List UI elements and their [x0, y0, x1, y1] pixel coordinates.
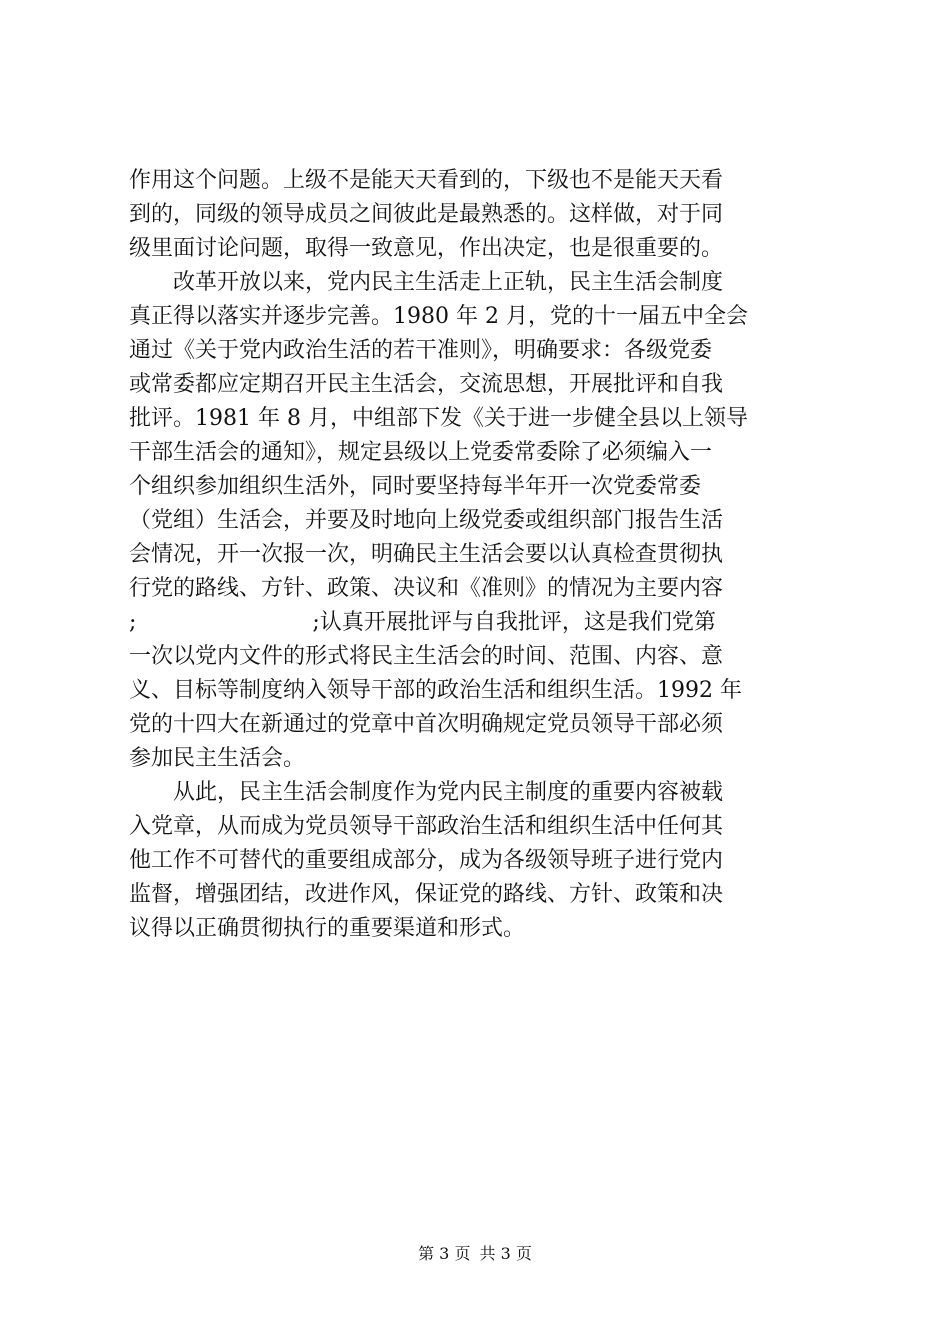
page-total: 共 3 页	[479, 1244, 532, 1263]
text-line: 或常委都应定期召开民主生活会，交流思想，开展批评和自我	[129, 372, 724, 397]
page-number: 第 3 页	[418, 1244, 471, 1263]
page-footer	[0, 1243, 950, 1265]
text-line: 干部生活会的通知》，规定县级以上党委常委除了必须编入一	[129, 440, 713, 465]
text-line: 入党章，从而成为党员领导干部政治生活和组织生活中任何其	[129, 814, 724, 839]
text-line: （党组）生活会，并要及时地向上级党委或组织部门报告生活	[129, 508, 724, 533]
text-line: 监督，增强团结，改进作风，保证党的路线、方针、政策和决	[129, 882, 724, 907]
text-line: 级里面讨论问题，取得一致意见，作出决定，也是很重要的。	[129, 236, 724, 261]
text-line: 议得以正确贯彻执行的重要渠道和形式。	[129, 916, 526, 941]
text-line: 党的十四大在新通过的党章中首次明确规定党员领导干部必须	[129, 712, 724, 737]
text-line: 改革开放以来，党内民主生活走上正轨，民主生活会制度	[173, 270, 724, 295]
text-line: 到的，同级的领导成员之间彼此是最熟悉的。这样做，对于同	[129, 202, 724, 227]
text-line: 批评。1981 年 8 月，中组部下发《关于进一步健全县以上领导	[129, 406, 748, 431]
text-line: 会情况，开一次报一次，明确民主生活会要以认真检查贯彻执	[129, 542, 724, 567]
text-line: 义、目标等制度纳入领导干部的政治生活和组织生活。1992 年	[129, 678, 742, 703]
text-line: 从此，民主生活会制度作为党内民主制度的重要内容被载	[173, 780, 724, 805]
text-line: 通过《关于党内政治生活的若干准则》，明确要求：各级党委	[129, 338, 713, 363]
text-line: 参加民主生活会。	[129, 746, 306, 771]
text-line: 作用这个问题。上级不是能天天看到的，下级也不是能天天看	[129, 168, 724, 193]
document-body	[129, 164, 831, 946]
text-line: 真正得以落实并逐步完善。1980 年 2 月，党的十一届五中全会	[129, 304, 748, 329]
text-line: 一次以党内文件的形式将民主生活会的时间、范围、内容、意	[129, 644, 724, 669]
text-line: ; ;认真开展批评与自我批评，这是我们党第	[129, 610, 716, 635]
text-line: 个组织参加组织生活外，同时要坚持每半年开一次党委常委	[129, 474, 702, 499]
text-line: 他工作不可替代的重要组成部分，成为各级领导班子进行党内	[129, 848, 724, 873]
text-line: 行党的路线、方针、政策、决议和《准则》的情况为主要内容	[129, 576, 724, 601]
